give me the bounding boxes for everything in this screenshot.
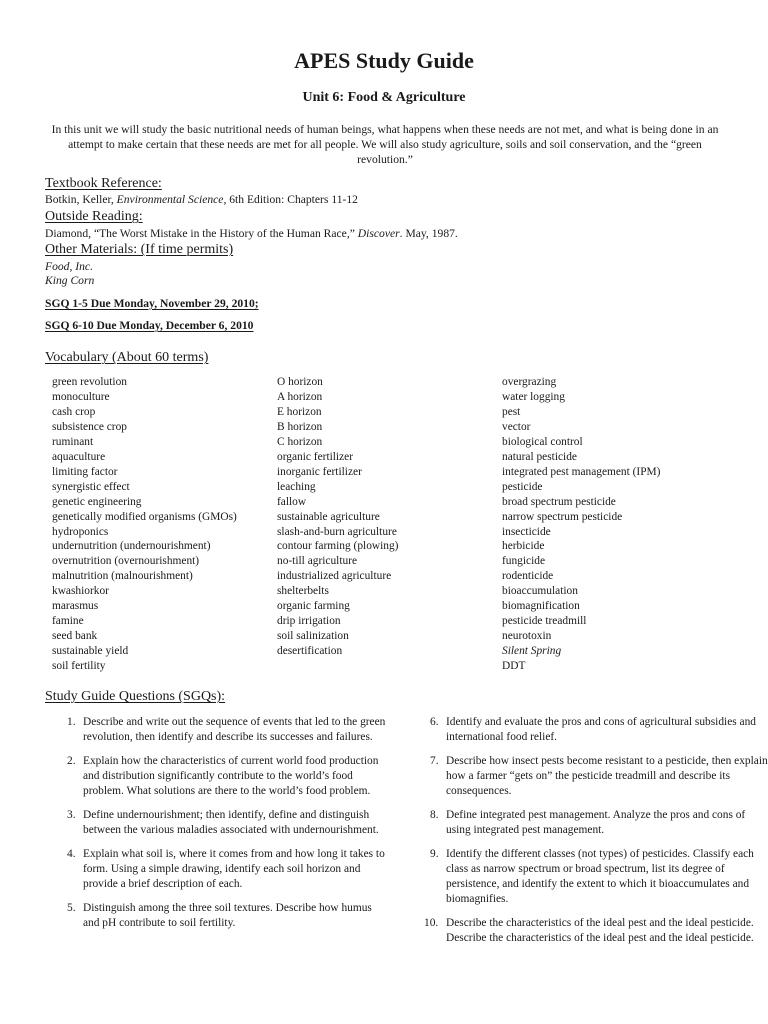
vocab-term: undernutrition (undernourishment) [52,540,211,553]
vocab-column-2 [277,375,398,659]
outside-reading-heading: Outside Reading: [45,209,143,224]
outside-reading-citation [45,227,458,240]
vocab-term: natural pesticide [502,450,577,463]
vocab-term: pesticide treadmill [502,615,587,628]
vocab-term: malnutrition (malnourishment) [52,570,193,583]
vocab-term: fallow [277,495,307,508]
vocab-term: marasmus [52,600,99,613]
vocab-term: herbicide [502,540,545,553]
sgq-number: 5. [67,902,76,914]
vocab-term: aquaculture [52,450,106,463]
other-material-item: King Corn [45,274,95,287]
vocab-term: desertification [277,645,343,658]
unit-subtitle: Unit 6: Food & Agriculture [302,90,466,105]
vocab-term: broad spectrum pesticide [502,495,616,508]
vocab-term: monoculture [52,390,110,403]
outside-date: . May, 1987. [399,227,458,240]
sgq-text: Describe how insect pests become resistant to a pesticide, then explain how a farmer “gets on” the pesticide treadmill and describe its consequences. [446,755,768,797]
sgq-item [45,847,390,892]
sgq-number: 8. [430,809,439,821]
sgq-text: Define undernourishment; then identify, define and distinguish between the various maladies associated with undernourishment. [83,809,379,836]
due-date: SGQ 6-10 Due Monday, December 6, 2010 [45,319,254,332]
vocab-term: A horizon [277,390,323,403]
sgq-item [408,847,768,907]
vocab-term: O horizon [277,376,323,388]
vocab-term: hydroponics [52,525,109,538]
vocab-term: leaching [277,480,316,493]
sgq-item [408,916,768,946]
vocab-term: biomagnification [502,600,580,613]
intro-paragraph: In this unit we will study the basic nutritional needs of human beings, what happens when these needs are not met, and what is being done in an attempt to make certain that these needs are met for all people. We will also study agriculture, soils and soil conservation, and the “green revolution.” [51,123,719,166]
sgq-heading: Study Guide Questions (SGQs): [45,689,226,704]
sgq-text: Describe and write out the sequence of events that led to the green revolution, then identify and describe its successes and failures. [83,716,386,743]
vocab-term: synergistic effect [52,480,130,493]
vocab-term: overgrazing [502,376,557,388]
sgq-text: Identify the different classes (not types) of pesticides. Classify each class as narrow spectrum or broad spectrum, list its degree of persistence, and identify the extent to which it bioaccumulates and biomagnifies. [446,848,754,905]
sgq-text: Describe the characteristics of the ideal pest and the ideal pesticide. Describe the characteristics of the ideal pest and the ideal pesticide. [446,917,754,944]
sgq-text: Define integrated pest management. Analyze the pros and cons of using integrated pest management. [446,809,746,836]
vocab-term: no-till agriculture [277,555,358,568]
vocab-term: kwashiorkor [52,585,109,598]
vocab-term: soil salinization [277,630,349,643]
sgq-list-left [45,715,390,940]
vocab-term: neurotoxin [502,630,552,643]
sgq-item [45,754,390,799]
sgq-item [408,715,768,745]
sgq-item [45,715,390,745]
vocab-term: organic farming [277,600,350,613]
textbook-citation [45,193,358,206]
sgq-item [408,808,768,838]
sgq-text: Explain what soil is, where it comes from and how long it takes to form. Using a simple drawing, identify each soil horizon and provide a brief description of each. [83,848,385,890]
vocab-term: green revolution [52,376,127,388]
vocab-term: inorganic fertilizer [277,465,362,478]
vocab-term: seed bank [52,630,98,643]
sgq-number: 6. [430,716,439,728]
sgq-item [45,901,390,931]
vocabulary-heading: Vocabulary (About 60 terms) [45,350,209,365]
vocab-term: slash-and-burn agriculture [277,525,397,538]
vocab-term: industrialized agriculture [277,570,392,583]
vocab-term: shelterbelts [277,585,329,598]
other-material-item: Food, Inc. [45,260,93,273]
sgq-item [408,754,768,799]
vocab-term: contour farming (plowing) [277,540,399,553]
vocab-term: insecticide [502,525,551,538]
sgq-text: Distinguish among the three soil textures. Describe how humus and pH contribute to soil fertility. [83,902,372,929]
sgq-number: 4. [67,848,76,860]
vocab-term: pest [502,405,521,418]
vocab-term: B horizon [277,420,323,433]
sgq-text: Explain how the characteristics of current world food production and distribution significantly contribute to the world’s food problem. What solutions are there to the world’s food problem. [83,755,379,797]
vocab-term: genetic engineering [52,495,142,508]
sgq-number: 1. [67,716,76,728]
vocab-column-3 [502,375,660,674]
vocab-term: sustainable yield [52,645,129,658]
vocab-column-1 [52,375,237,674]
vocab-term: rodenticide [502,570,554,583]
vocab-term: limiting factor [52,465,118,478]
sgq-number: 7. [430,755,439,767]
sgq-number: 2. [67,755,76,767]
sgq-number: 3. [67,809,76,821]
textbook-author: Botkin, Keller, [45,193,117,206]
page-title: APES Study Guide [294,48,474,73]
vocab-term: C horizon [277,435,323,448]
due-date: SGQ 1-5 Due Monday, November 29, 2010; [45,297,259,310]
vocab-term: DDT [502,660,526,673]
sgq-number: 9. [430,848,439,860]
vocab-term: ruminant [52,435,94,448]
vocab-term: cash crop [52,405,96,418]
vocab-term: narrow spectrum pesticide [502,510,623,523]
sgq-item [45,808,390,838]
vocab-term: vector [502,420,531,433]
vocab-term: bioaccumulation [502,585,578,598]
vocab-term: E horizon [277,405,322,418]
vocab-term: Silent Spring [502,645,562,658]
other-materials-heading: Other Materials: (If time permits) [45,242,234,257]
vocab-term: organic fertilizer [277,450,354,463]
sgq-list-right [408,715,768,955]
vocab-term: sustainable agriculture [277,510,380,523]
outside-author: Diamond, “The Worst Mistake in the History of the Human Race,” [45,227,358,240]
vocab-term: water logging [502,390,565,403]
textbook-edition: 6th Edition: Chapters 11-12 [226,193,358,206]
vocab-term: soil fertility [52,660,106,673]
textbook-book: Environmental Science, [116,193,227,206]
vocab-term: drip irrigation [277,615,341,628]
vocab-term: integrated pest management (IPM) [502,465,661,478]
textbook-heading: Textbook Reference: [45,176,162,191]
vocab-term: overnutrition (overnourishment) [52,555,200,568]
outside-journal: Discover [357,227,400,240]
vocab-term: famine [52,615,84,628]
sgq-text: Identify and evaluate the pros and cons of agricultural subsidies and international food relief. [446,716,756,743]
vocab-term: biological control [502,435,583,448]
vocab-term: pesticide [502,480,543,493]
vocab-term: fungicide [502,555,546,568]
sgq-number: 10. [424,917,439,929]
vocab-term: genetically modified organisms (GMOs) [52,510,237,523]
vocab-term: subsistence crop [52,420,127,433]
